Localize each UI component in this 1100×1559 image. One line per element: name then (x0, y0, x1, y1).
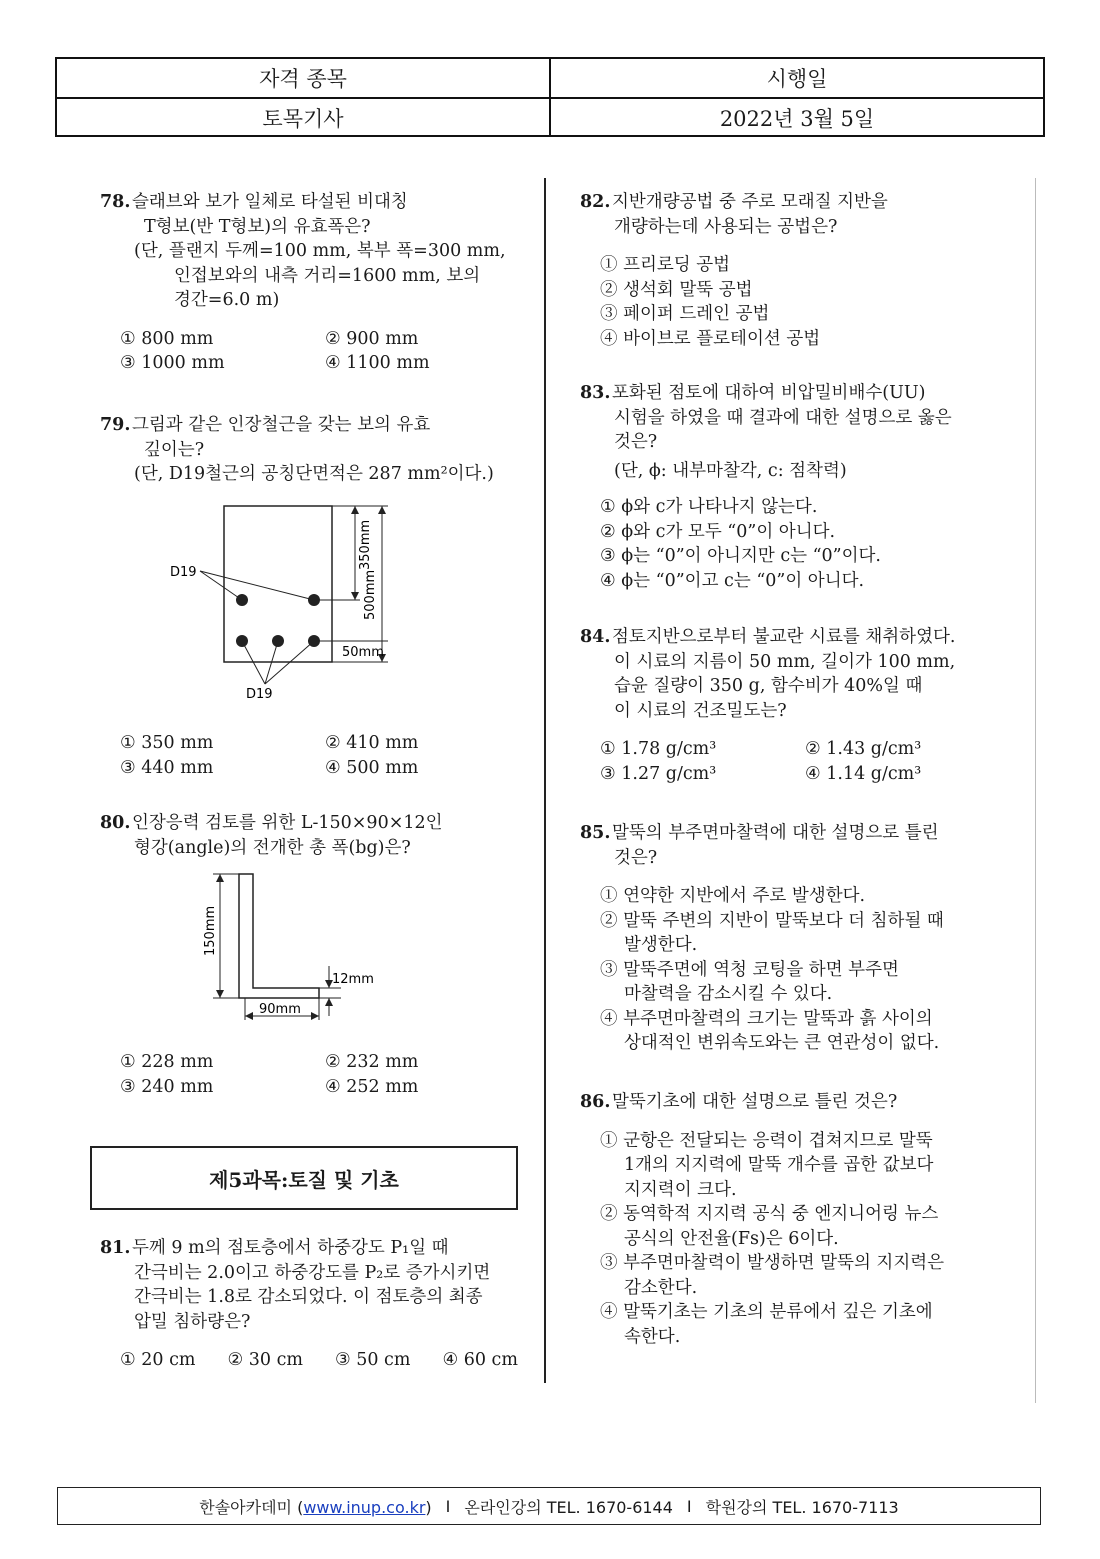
question-number: 83. (580, 383, 611, 403)
option-continued: 상대적인 변위속도와는 큰 연관성이 없다. (624, 1033, 940, 1053)
question-81 (100, 1236, 540, 1373)
question-number: 84. (580, 627, 611, 647)
answer-options (600, 253, 1030, 351)
option[interactable]: ④ 말뚝기초는 기초의 분류에서 깊은 기초에 (600, 1302, 933, 1322)
question-84 (580, 625, 1030, 786)
question-condition: 인접보와의 내측 거리=1600 mm, 보의 (174, 265, 481, 286)
subject-title-box (90, 1146, 518, 1210)
option[interactable]: ④ 60 cm (442, 1350, 518, 1370)
question-85 (580, 821, 1030, 1056)
website-link[interactable]: www.inup.co.kr (303, 1497, 426, 1517)
answer-options (600, 495, 1030, 593)
option[interactable]: ④ 1.14 g/cm³ (805, 763, 922, 784)
option[interactable]: ④ ϕ는 “0”이고 c는 “0”이 아니다. (600, 570, 865, 591)
subject-title: 제5과목:토질 및 기초 (209, 1167, 399, 1192)
option[interactable]: ③ 1.27 g/cm³ (600, 763, 717, 784)
option-continued: 공식의 안전율(Fs)은 6이다. (624, 1228, 839, 1249)
question-80 (100, 811, 540, 860)
option[interactable]: ② 생석회 말뚝 공법 (600, 279, 753, 300)
question-stem: 인장응력 검토를 위한 L-150×90×12인 (132, 813, 443, 833)
answer-options (120, 731, 540, 780)
question-number: 78. (100, 192, 131, 212)
option[interactable]: ③ 페이퍼 드레인 공법 (600, 304, 770, 324)
option[interactable]: ① 1.78 g/cm³ (600, 739, 717, 759)
question-79-options (100, 731, 540, 780)
angle-section-figure (195, 868, 395, 1028)
footer-bar (57, 1487, 1041, 1525)
column-divider (544, 178, 546, 1383)
question-stem: 간극비는 2.0이고 하중강도를 P₂로 증가시키면 (134, 1262, 491, 1283)
option[interactable]: ③ 50 cm (334, 1350, 411, 1370)
question-condition: 경간=6.0 m) (174, 290, 280, 310)
option[interactable]: ① 프리로딩 공법 (600, 255, 731, 275)
option[interactable]: ② 900 mm (325, 328, 419, 349)
question-83 (580, 381, 1030, 593)
right-margin-line (1035, 178, 1036, 1403)
label-350mm: 350mm (358, 519, 373, 570)
question-stem: 말뚝의 부주면마찰력에 대한 설명으로 틀린 (612, 823, 939, 843)
option[interactable]: ③ 240 mm (120, 1076, 214, 1097)
header-value-subject: 토목기사 (262, 107, 344, 131)
label-150mm: 150mm (203, 905, 218, 956)
question-stem: 포화된 점토에 대하여 비압밀비배수(UU) (612, 383, 926, 403)
question-stem: 이 시료의 지름이 50 mm, 길이가 100 mm, (614, 651, 956, 672)
question-number: 82. (580, 192, 611, 212)
question-stem: 것은? (614, 432, 658, 452)
question-condition: (단, D19철근의 공칭단면적은 287 mm²이다.) (134, 464, 494, 484)
option[interactable]: ① 800 mm (120, 328, 214, 349)
question-stem: 슬래브와 보가 일체로 타설된 비대칭 (132, 192, 408, 212)
answer-options (120, 1348, 540, 1373)
question-condition: (단, 플랜지 두께=100 mm, 복부 폭=300 mm, (134, 241, 506, 261)
option[interactable]: ④ 바이브로 플로테이션 공법 (600, 328, 821, 349)
question-stem: 시험을 하였을 때 결과에 대한 설명으로 옳은 (614, 407, 952, 428)
label-d19-bottom: D19 (246, 687, 273, 702)
option[interactable]: ② 410 mm (325, 733, 419, 753)
question-stem: 지반개량공법 중 주로 모래질 지반을 (612, 192, 888, 212)
option[interactable]: ② 30 cm (227, 1350, 303, 1370)
question-number: 80. (100, 813, 131, 833)
option-continued: 1개의 지지력에 말뚝 개수를 곱한 값보다 (624, 1155, 934, 1175)
option[interactable]: ① 228 mm (120, 1052, 214, 1072)
question-78 (100, 190, 540, 376)
footer-brand: 한솔아카데미 (www.inup.co.kr) (199, 1497, 432, 1517)
footer-separator: I (686, 1496, 692, 1516)
option[interactable]: ③ 440 mm (120, 757, 214, 778)
header-label-date: 시행일 (549, 59, 1043, 97)
answer-options (120, 327, 540, 376)
option[interactable]: ① ϕ와 c가 나타나지 않는다. (600, 497, 818, 517)
option[interactable]: ① 연약한 지반에서 주로 발생한다. (600, 886, 866, 906)
question-86 (580, 1090, 1030, 1349)
question-stem: 말뚝기초에 대한 설명으로 틀린 것은? (612, 1092, 898, 1112)
question-stem: 그림과 같은 인장철근을 갖는 보의 유효 (132, 415, 431, 435)
question-condition: (단, ϕ: 내부마찰각, c: 점착력) (614, 460, 847, 481)
label-12mm: 12mm (332, 972, 374, 987)
option-continued: 감소한다. (624, 1277, 698, 1298)
option-continued: 지지력이 크다. (624, 1179, 737, 1200)
option[interactable]: ③ 말뚝주면에 역청 코팅을 하면 부주면 (600, 959, 899, 980)
label-90mm: 90mm (259, 1002, 301, 1017)
option[interactable]: ① 20 cm (120, 1350, 196, 1370)
option[interactable]: ④ 500 mm (325, 757, 419, 778)
answer-options (120, 1050, 540, 1099)
question-79 (100, 413, 540, 487)
answer-options (600, 737, 1030, 786)
leader-line (200, 571, 242, 600)
question-82 (580, 190, 1030, 351)
option[interactable]: ① 군항은 전달되는 응력이 겹쳐지므로 말뚝 (600, 1130, 933, 1151)
option[interactable]: ④ 부주면마찰력의 크기는 말뚝과 흙 사이의 (600, 1008, 933, 1029)
beam-section-figure (160, 498, 420, 708)
option[interactable]: ② 232 mm (325, 1052, 419, 1072)
option[interactable]: ③ 부주면마찰력이 발생하면 말뚝의 지지력은 (600, 1253, 945, 1273)
option[interactable]: ② 동역학적 지지력 공식 중 엔지니어링 뉴스 (600, 1204, 939, 1224)
option[interactable]: ④ 252 mm (325, 1076, 419, 1097)
option[interactable]: ① 350 mm (120, 733, 214, 753)
header-value-date: 2022년 3월 5일 (549, 99, 1043, 137)
label-d19-top: D19 (170, 565, 197, 580)
answer-options (600, 884, 1030, 1056)
option-continued: 속한다. (624, 1326, 681, 1347)
question-number: 81. (100, 1238, 131, 1258)
answer-options (600, 1129, 1030, 1350)
option[interactable]: ④ 1100 mm (325, 353, 430, 373)
question-number: 79. (100, 415, 131, 435)
question-80-options (100, 1050, 540, 1099)
option[interactable]: ② 1.43 g/cm³ (805, 739, 922, 759)
question-stem: 이 시료의 건조밀도는? (614, 700, 787, 721)
footer-separator: I (445, 1496, 451, 1516)
question-stem: 압밀 침하량은? (134, 1311, 251, 1332)
label-50mm: 50mm (342, 645, 384, 660)
question-stem: 점토지반으로부터 불교란 시료를 채취하였다. (612, 627, 956, 647)
question-stem: 두께 9 m의 점토층에서 하중강도 P₁일 때 (132, 1238, 449, 1258)
option-continued: 발생한다. (624, 935, 698, 955)
exam-header-table (55, 57, 1045, 137)
leader-line (200, 571, 314, 600)
footer-online-tel: 온라인강의 TEL. 1670-6144 (464, 1497, 673, 1517)
brand-name: 한솔아카데미 (199, 1497, 292, 1517)
footer-academy-tel: 학원강의 TEL. 1670-7113 (705, 1497, 899, 1517)
option[interactable]: ③ 1000 mm (120, 353, 225, 373)
question-stem: 개량하는데 사용되는 공법은? (614, 216, 838, 237)
question-stem: 깊이는? (144, 439, 205, 460)
option[interactable]: ③ ϕ는 “0”이 아니지만 c는 “0”이다. (600, 546, 881, 566)
question-number: 86. (580, 1092, 611, 1112)
question-number: 85. (580, 823, 611, 843)
question-stem: 것은? (614, 847, 658, 868)
label-500mm: 500mm (363, 569, 378, 620)
question-stem: T형보(반 T형보)의 유효폭은? (144, 216, 371, 237)
question-stem: 형강(angle)의 전개한 총 폭(bg)은? (134, 837, 411, 858)
question-stem: 간극비는 1.8로 감소되었다. 이 점토층의 최종 (134, 1287, 483, 1307)
question-stem: 습윤 질량이 350 g, 함수비가 40%일 때 (614, 676, 923, 696)
option[interactable]: ② 말뚝 주변의 지반이 말뚝보다 더 침하될 때 (600, 910, 944, 931)
header-label-subject: 자격 종목 (259, 67, 347, 91)
option[interactable]: ② ϕ와 c가 모두 “0”이 아니다. (600, 521, 836, 542)
angle-outline (239, 874, 319, 998)
option-continued: 마찰력을 감소시킬 수 있다. (624, 984, 833, 1004)
